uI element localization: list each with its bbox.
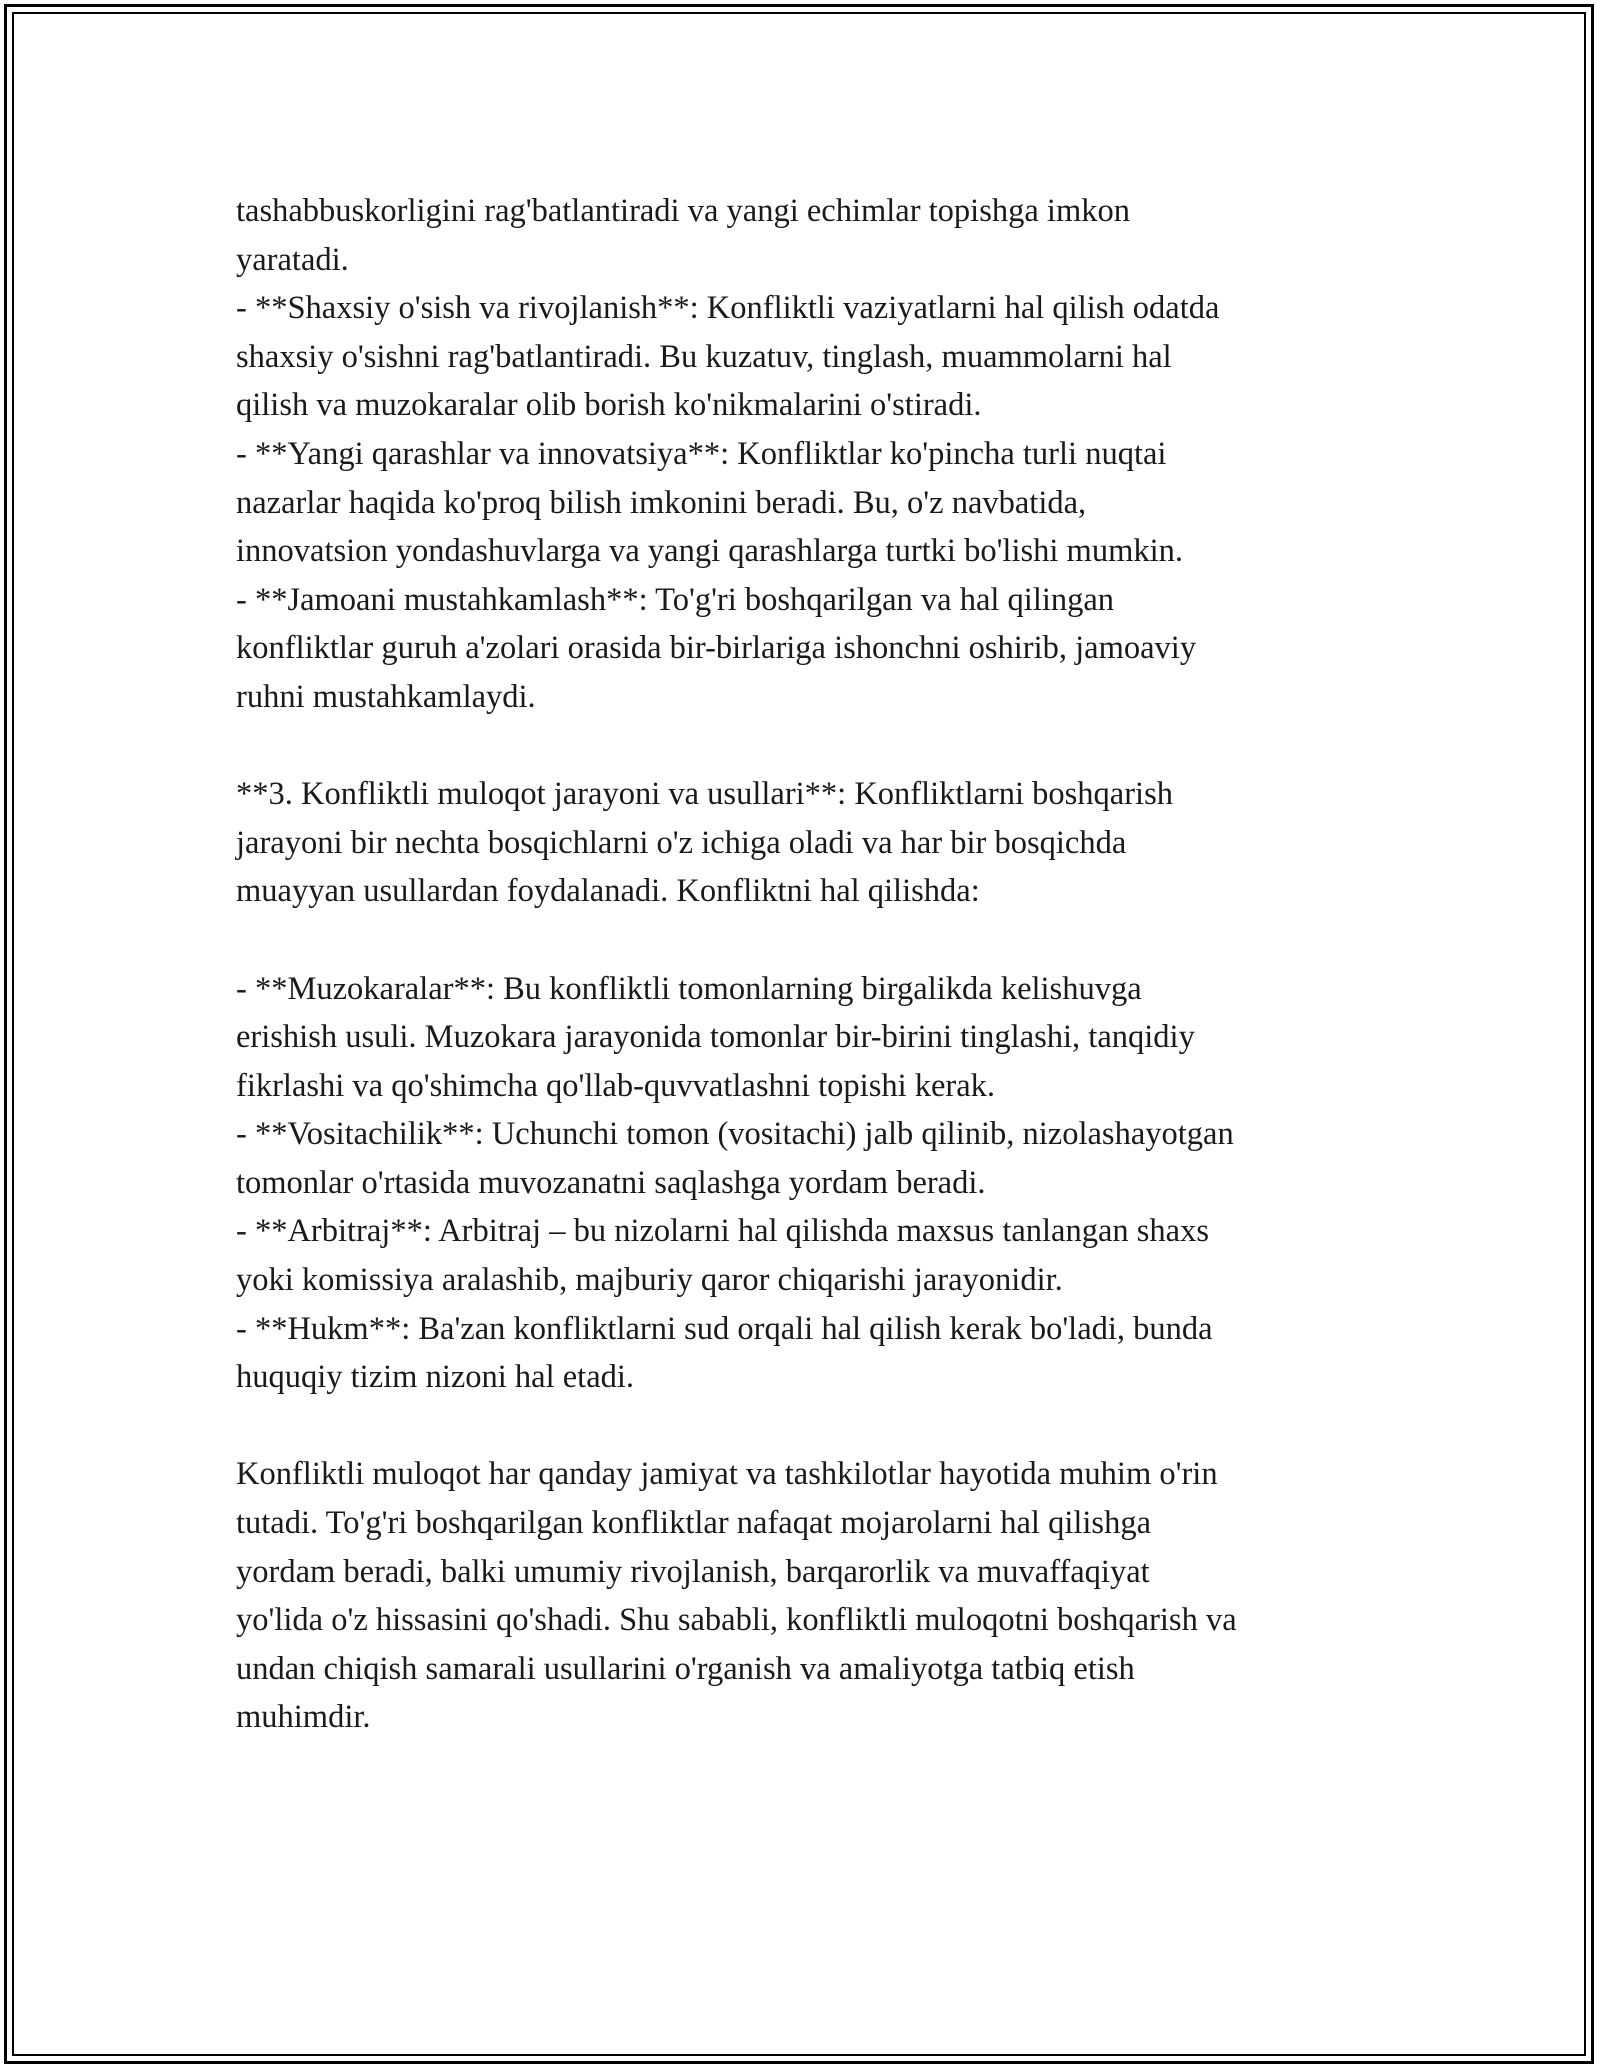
text-line: yordam beradi, balki umumiy rivojlanish, barqarorlik va muvaffaqiyat bbox=[236, 1553, 1150, 1590]
bullet-mediation bbox=[236, 1110, 1386, 1207]
text-line: yoki komissiya aralashib, majburiy qaror chiqarishi jarayonidir. bbox=[236, 1262, 1063, 1299]
text-line: Konfliktli muloqot har qanday jamiyat va tashkilotlar hayotida muhim o'rin bbox=[236, 1456, 1218, 1493]
bullet-team-strengthening bbox=[236, 576, 1386, 722]
section-3-paragraph bbox=[236, 770, 1386, 916]
bullet-judgment bbox=[236, 1305, 1386, 1402]
text-line: undan chiqish samarali usullarini o'rganish va amaliyotga tatbiq etish bbox=[236, 1650, 1135, 1687]
text-line: tashabbuskorligini rag'batlantiradi va yangi echimlar topishga imkon bbox=[236, 193, 1130, 229]
text-line: qilish va muzokaralar olib borish ko'nikmalarini o'stiradi. bbox=[236, 387, 982, 424]
text-line: muhimdir. bbox=[236, 1699, 371, 1736]
text-line: - **Arbitraj**: Arbitraj – bu nizolarni hal qilishda maxsus tanlangan shaxs bbox=[236, 1213, 1210, 1250]
text-line: jarayoni bir nechta bosqichlarni o'z ichiga oladi va har bir bosqichda bbox=[236, 824, 1127, 861]
paragraph-spacer bbox=[236, 1402, 1386, 1451]
text-line: ruhni mustahkamlaydi. bbox=[236, 678, 536, 715]
text-line: konfliktlar guruh a'zolari orasida bir-birlariga ishonchni oshirib, jamoaviy bbox=[236, 630, 1197, 667]
bullet-personal-growth bbox=[236, 284, 1386, 430]
text-line: muayyan usullardan foydalanadi. Konfliktni hal qilishda: bbox=[236, 873, 980, 910]
text-line: huquqiy tizim nizoni hal etadi. bbox=[236, 1359, 635, 1396]
text-line: - **Yangi qarashlar va innovatsiya**: Konfliktlar ko'pincha turli nuqtai bbox=[236, 435, 1167, 472]
text-line: **3. Konfliktli muloqot jarayoni va usullari**: Konfliktlarni boshqarish bbox=[236, 776, 1173, 813]
text-line: - **Vositachilik**: Uchunchi tomon (vositachi) jalb qilinib, nizolashayotgan bbox=[236, 1116, 1234, 1153]
paragraph-spacer bbox=[236, 722, 1386, 771]
text-line: yo'lida o'z hissasini qo'shadi. Shu sababli, konfliktli muloqotni boshqarish va bbox=[236, 1602, 1237, 1639]
text-line: nazarlar haqida ko'proq bilish imkonini beradi. Bu, o'z navbatida, bbox=[236, 484, 1087, 521]
paragraph-intro-continuation bbox=[236, 187, 1386, 284]
text-line: innovatsion yondashuvlarga va yangi qarashlarga turtki bo'lishi mumkin. bbox=[236, 533, 1184, 570]
conclusion-paragraph bbox=[236, 1450, 1386, 1742]
paragraph-spacer bbox=[236, 916, 1386, 965]
text-line: - **Hukm**: Ba'zan konfliktlarni sud orqali hal qilish kerak bo'ladi, bunda bbox=[236, 1310, 1213, 1347]
bullet-new-perspectives bbox=[236, 430, 1386, 576]
text-line: - **Shaxsiy o'sish va rivojlanish**: Konfliktli vaziyatlarni hal qilish odatda bbox=[236, 290, 1220, 327]
text-line: - **Jamoani mustahkamlash**: To'g'ri boshqarilgan va hal qilingan bbox=[236, 581, 1115, 618]
bullet-negotiations bbox=[236, 965, 1386, 1111]
text-line: yaratadi. bbox=[236, 241, 349, 278]
document-body bbox=[236, 187, 1386, 1742]
text-line: tutadi. To'g'ri boshqarilgan konfliktlar nafaqat mojarolarni hal qilishga bbox=[236, 1505, 1151, 1542]
text-line: shaxsiy o'sishni rag'batlantiradi. Bu kuzatuv, tinglash, muammolarni hal bbox=[236, 338, 1172, 375]
text-line: - **Muzokaralar**: Bu konfliktli tomonlarning birgalikda kelishuvga bbox=[236, 970, 1142, 1007]
bullet-arbitration bbox=[236, 1207, 1386, 1304]
text-line: fikrlashi va qo'shimcha qo'llab-quvvatlashni topishi kerak. bbox=[236, 1067, 996, 1104]
text-line: erishish usuli. Muzokara jarayonida tomonlar bir-birini tinglashi, tanqidiy bbox=[236, 1019, 1195, 1056]
text-line: tomonlar o'rtasida muvozanatni saqlashga yordam beradi. bbox=[236, 1164, 986, 1201]
